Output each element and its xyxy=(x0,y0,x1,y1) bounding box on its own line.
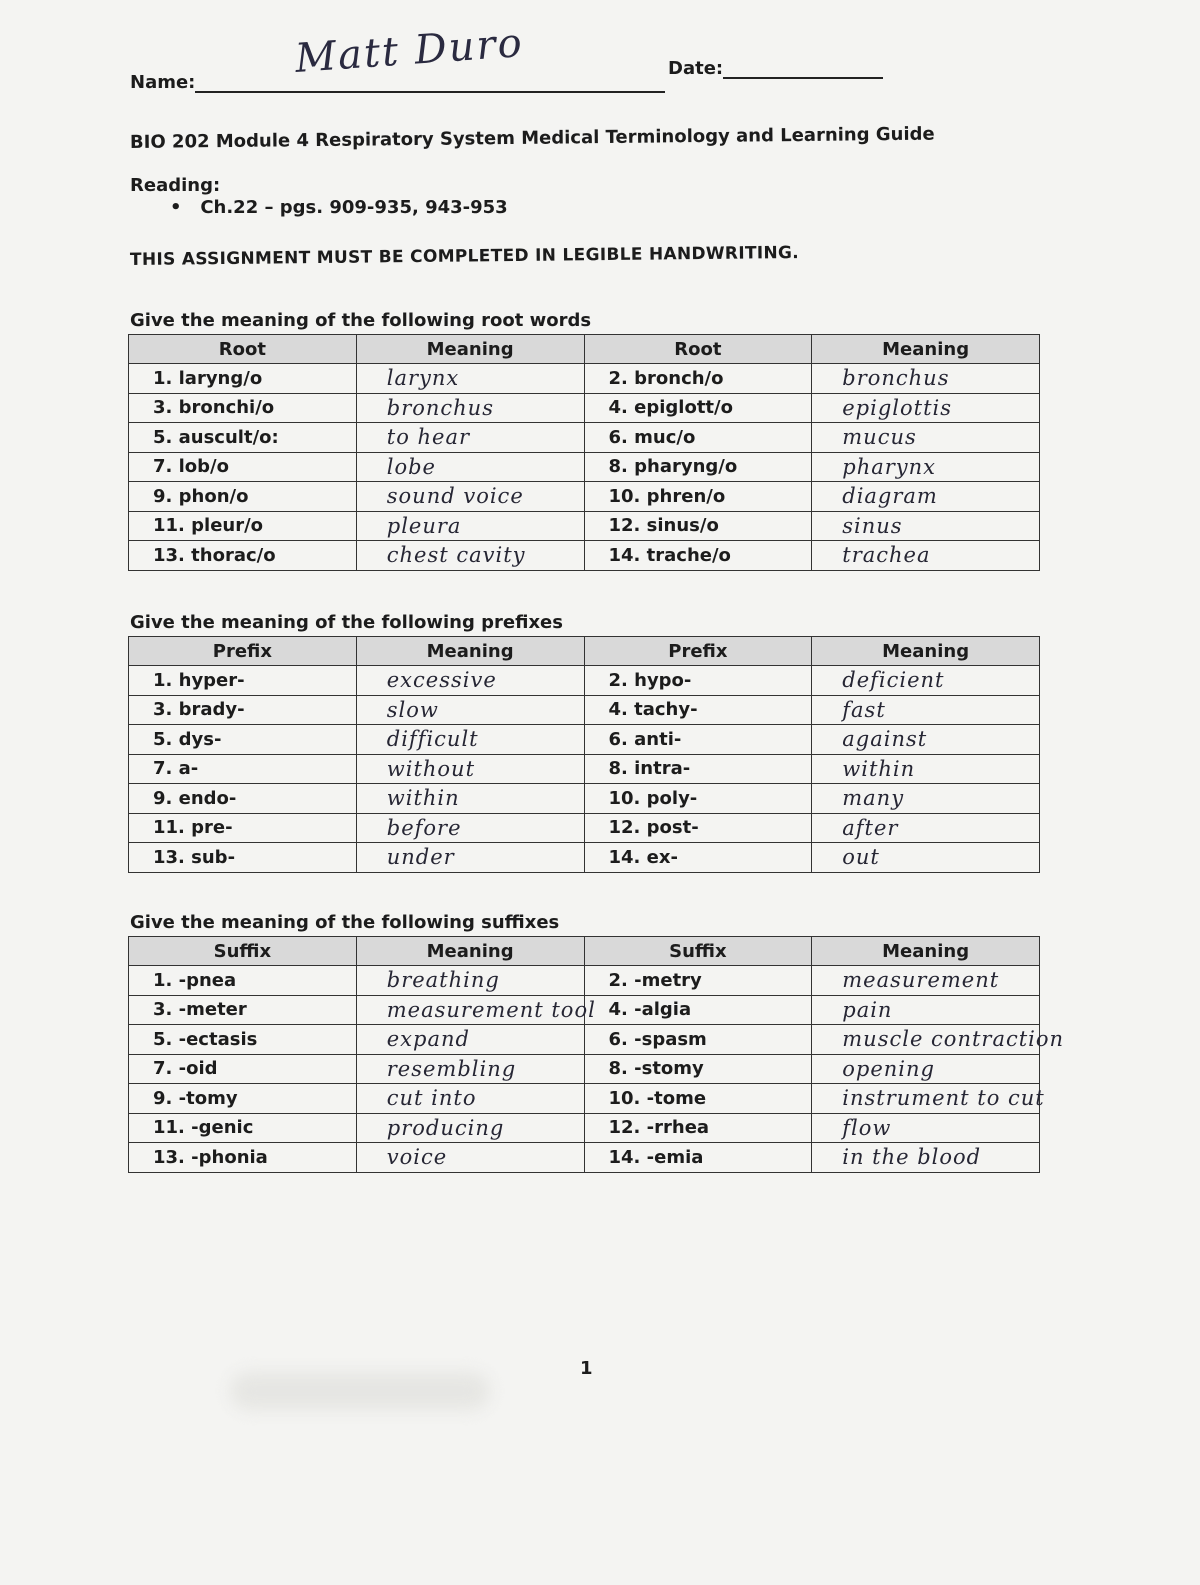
handwritten-answer: breathing xyxy=(356,966,584,996)
table-row xyxy=(129,364,1040,394)
term-cell: 1. -pnea xyxy=(129,966,357,996)
column-header: Root xyxy=(129,335,357,364)
table-row xyxy=(129,1054,1040,1084)
handwritten-answer: bronchus xyxy=(356,393,584,423)
handwritten-answer: fast xyxy=(812,695,1040,725)
term-cell: 14. -emia xyxy=(584,1143,812,1173)
term-cell: 10. poly- xyxy=(584,784,812,814)
term-cell: 14. trache/o xyxy=(584,541,812,571)
handwritten-answer: to hear xyxy=(356,423,584,453)
handwritten-answer: resembling xyxy=(356,1054,584,1084)
term-cell: 5. -ectasis xyxy=(129,1025,357,1055)
term-cell: 7. a- xyxy=(129,754,357,784)
table-row xyxy=(129,695,1040,725)
handwritten-answer: bronchus xyxy=(812,364,1040,394)
table-row xyxy=(129,754,1040,784)
table-row xyxy=(129,511,1040,541)
column-header: Meaning xyxy=(356,937,584,966)
handwriting-notice: THIS ASSIGNMENT MUST BE COMPLETED IN LEGIBLE HANDWRITING. xyxy=(129,242,800,270)
term-cell: 3. -meter xyxy=(129,995,357,1025)
term-cell: 1. laryng/o xyxy=(129,364,357,394)
handwritten-answer: mucus xyxy=(812,423,1040,453)
handwritten-answer: out xyxy=(812,843,1040,873)
term-cell: 8. intra- xyxy=(584,754,812,784)
handwritten-answer: in the blood xyxy=(812,1143,1040,1173)
term-cell: 2. -metry xyxy=(584,966,812,996)
roots-title: Give the meaning of the following root words xyxy=(130,310,592,331)
term-cell: 12. sinus/o xyxy=(584,511,812,541)
term-cell: 10. -tome xyxy=(584,1084,812,1114)
term-cell: 10. phren/o xyxy=(584,482,812,512)
term-cell: 14. ex- xyxy=(584,843,812,873)
handwritten-answer: before xyxy=(356,813,584,843)
term-cell: 6. anti- xyxy=(584,725,812,755)
handwritten-answer: epiglottis xyxy=(812,393,1040,423)
term-cell: 9. -tomy xyxy=(129,1084,357,1114)
bullet-icon: • xyxy=(170,197,201,218)
table-row xyxy=(129,843,1040,873)
suffixes-table xyxy=(128,936,1065,1173)
signature: Matt Duro xyxy=(293,20,526,82)
term-cell: 6. -spasm xyxy=(584,1025,812,1055)
handwritten-answer: measurement xyxy=(812,966,1040,996)
term-cell: 8. pharyng/o xyxy=(584,452,812,482)
term-cell: 13. sub- xyxy=(129,843,357,873)
column-header: Meaning xyxy=(356,335,584,364)
term-cell: 9. endo- xyxy=(129,784,357,814)
table-row xyxy=(129,423,1040,453)
handwritten-answer: lobe xyxy=(356,452,584,482)
column-header: Meaning xyxy=(812,937,1040,966)
handwritten-answer: within xyxy=(812,754,1040,784)
term-cell: 2. hypo- xyxy=(584,666,812,696)
term-cell: 9. phon/o xyxy=(129,482,357,512)
handwritten-answer: opening xyxy=(812,1054,1040,1084)
handwritten-answer: cut into xyxy=(356,1084,584,1114)
handwritten-answer: muscle contraction xyxy=(812,1025,1040,1055)
table-row xyxy=(129,1113,1040,1143)
handwritten-answer: pain xyxy=(812,995,1040,1025)
term-cell: 4. tachy- xyxy=(584,695,812,725)
column-header: Meaning xyxy=(812,335,1040,364)
handwritten-answer: slow xyxy=(356,695,584,725)
term-cell: 3. brady- xyxy=(129,695,357,725)
table-row xyxy=(129,784,1040,814)
handwritten-answer: sinus xyxy=(812,511,1040,541)
column-header: Prefix xyxy=(129,637,357,666)
term-cell: 11. pre- xyxy=(129,813,357,843)
column-header: Suffix xyxy=(584,937,812,966)
scan-smudge xyxy=(230,1372,490,1410)
term-cell: 8. -stomy xyxy=(584,1054,812,1084)
handwritten-answer: against xyxy=(812,725,1040,755)
table-row xyxy=(129,1084,1040,1114)
table-row xyxy=(129,813,1040,843)
handwritten-answer: deficient xyxy=(812,666,1040,696)
term-cell: 5. dys- xyxy=(129,725,357,755)
table-row xyxy=(129,966,1040,996)
reading-item: • Ch.22 – pgs. 909-935, 943-953 xyxy=(170,197,508,218)
handwritten-answer: flow xyxy=(812,1113,1040,1143)
handwritten-answer: after xyxy=(812,813,1040,843)
table-row xyxy=(129,725,1040,755)
handwritten-answer: pharynx xyxy=(812,452,1040,482)
table-row xyxy=(129,995,1040,1025)
column-header: Meaning xyxy=(356,637,584,666)
roots-table xyxy=(128,334,1040,571)
reading-label: Reading: xyxy=(130,175,221,196)
table-row xyxy=(129,452,1040,482)
table-row xyxy=(129,666,1040,696)
handwritten-answer: within xyxy=(356,784,584,814)
term-cell: 12. -rrhea xyxy=(584,1113,812,1143)
term-cell: 7. -oid xyxy=(129,1054,357,1084)
handwritten-answer: many xyxy=(812,784,1040,814)
prefixes-title: Give the meaning of the following prefixes xyxy=(130,612,563,633)
header-row xyxy=(129,937,1040,966)
table-row xyxy=(129,1025,1040,1055)
worksheet-title: BIO 202 Module 4 Respiratory System Medical Terminology and Learning Guide xyxy=(129,123,935,153)
suffixes-title: Give the meaning of the following suffixes xyxy=(130,912,560,933)
handwritten-answer: measurement tool xyxy=(356,995,584,1025)
table-row xyxy=(129,541,1040,571)
handwritten-answer: excessive xyxy=(356,666,584,696)
term-cell: 3. bronchi/o xyxy=(129,393,357,423)
page-number: 1 xyxy=(580,1358,593,1379)
term-cell: 2. bronch/o xyxy=(584,364,812,394)
term-cell: 4. -algia xyxy=(584,995,812,1025)
table-row xyxy=(129,393,1040,423)
term-cell: 11. pleur/o xyxy=(129,511,357,541)
date-row xyxy=(668,58,883,79)
term-cell: 1. hyper- xyxy=(129,666,357,696)
term-cell: 12. post- xyxy=(584,813,812,843)
name-row xyxy=(130,72,665,93)
term-cell: 13. -phonia xyxy=(129,1143,357,1173)
name-label: Name: xyxy=(130,72,196,93)
handwritten-answer: producing xyxy=(356,1113,584,1143)
handwritten-answer: difficult xyxy=(356,725,584,755)
column-header: Prefix xyxy=(584,637,812,666)
handwritten-answer: without xyxy=(356,754,584,784)
date-label: Date: xyxy=(668,58,724,79)
term-cell: 11. -genic xyxy=(129,1113,357,1143)
handwritten-answer: trachea xyxy=(812,541,1040,571)
handwritten-answer: chest cavity xyxy=(356,541,584,571)
date-blank xyxy=(723,77,883,79)
term-cell: 6. muc/o xyxy=(584,423,812,453)
column-header: Root xyxy=(584,335,812,364)
handwritten-answer: expand xyxy=(356,1025,584,1055)
handwritten-answer: pleura xyxy=(356,511,584,541)
table-row xyxy=(129,482,1040,512)
column-header: Suffix xyxy=(129,937,357,966)
term-cell: 13. thorac/o xyxy=(129,541,357,571)
term-cell: 5. auscult/o: xyxy=(129,423,357,453)
term-cell: 7. lob/o xyxy=(129,452,357,482)
term-cell: 4. epiglott/o xyxy=(584,393,812,423)
handwritten-answer: diagram xyxy=(812,482,1040,512)
handwritten-answer: instrument to cut xyxy=(812,1084,1040,1114)
header-row xyxy=(129,637,1040,666)
column-header: Meaning xyxy=(812,637,1040,666)
handwritten-answer: larynx xyxy=(356,364,584,394)
handwritten-answer: sound voice xyxy=(356,482,584,512)
handwritten-answer: under xyxy=(356,843,584,873)
prefixes-table xyxy=(128,636,1040,873)
name-blank xyxy=(195,91,665,93)
table-row xyxy=(129,1143,1040,1173)
handwritten-answer: voice xyxy=(356,1143,584,1173)
header-row xyxy=(129,335,1040,364)
